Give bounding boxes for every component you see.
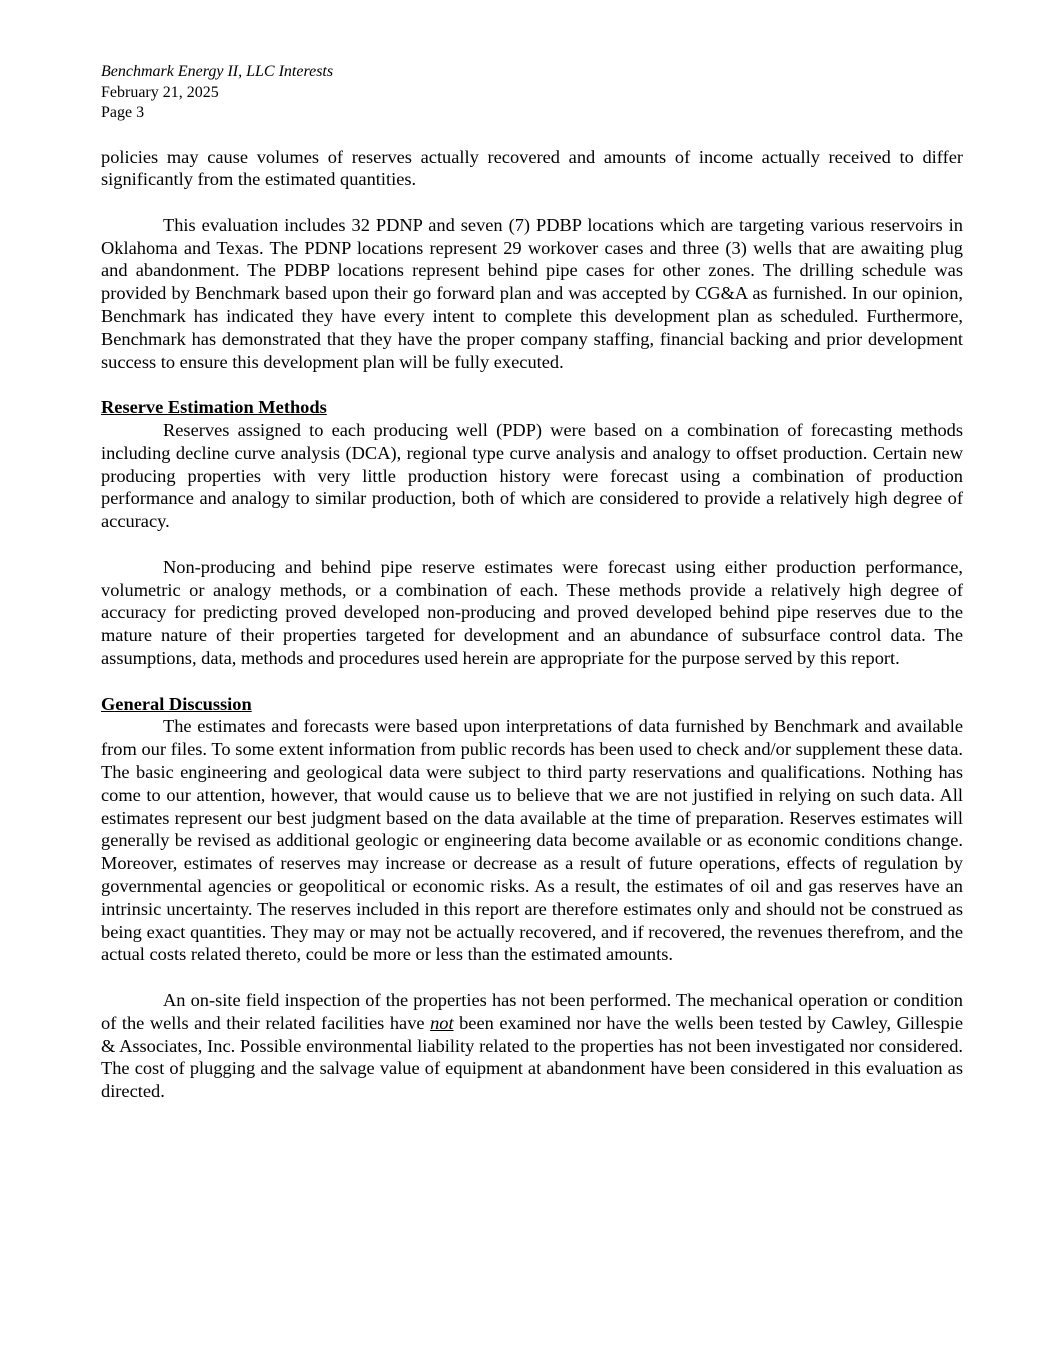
general-discussion-section — [101, 693, 963, 1103]
general-paragraph-2-end: been examined nor have the wells been tested by Cawley, Gillespie & Associates, Inc. Possible environmental liability related to the properties has not been investigated nor considered. The cost of plugging and the salvage value of equipment at abandonment have been considered in this evaluation as directed. — [101, 1012, 964, 1102]
document-page — [101, 62, 963, 1103]
header-page-number: Page 3 — [101, 104, 145, 121]
emphasis-not: not — [430, 1012, 454, 1033]
letter-header — [101, 62, 963, 124]
reserve-paragraph-1: Reserves assigned to each producing well (PDP) were based on a combination of forecasting methods including decline curve analysis (DCA), regional type curve analysis and analogy to offset production. Certain new producing properties with very little production history were forecast using a combination of production performance and analogy to similar production, both of which are considered to provide a relatively high degree of accuracy. — [101, 420, 963, 532]
general-paragraph-2-start: An on-site field inspection of the properties has not been performed. The mechanical operation or condition of the wells and their related facilities have — [101, 989, 963, 1033]
header-company: Benchmark Energy II, LLC Interests — [101, 63, 334, 80]
reserve-estimation-section — [101, 396, 963, 670]
section-heading-general-discussion: General Discussion — [101, 693, 252, 714]
evaluation-paragraph: This evaluation includes 32 PDNP and seven (7) PDBP locations which are targeting various reservoirs in Oklahoma and Texas. The PDNP locations represent 29 workover cases and three (3) wells that are awaiting plug and abandonment. The PDBP locations represent behind pipe cases for other zones. The drilling schedule was provided by Benchmark based upon their go forward plan and was accepted by CG&A as furnished. In our opinion, Benchmark has indicated they have every intent to complete this development plan as scheduled. Furthermore, Benchmark has demonstrated that they have the proper company staffing, financial backing and prior development success to ensure this development plan will be fully executed. — [101, 214, 963, 372]
reserve-paragraph-2: Non-producing and behind pipe reserve estimates were forecast using either production performance, volumetric or analogy methods, or a combination of each. These methods provide a relatively high degree of accuracy for predicting proved developed non-producing and proved developed behind pipe reserves due to the mature nature of their properties targeted for development and an abundance of subsurface control data. The assumptions, data, methods and procedures used herein are appropriate for the purpose served by this report. — [101, 556, 963, 669]
header-date: February 21, 2025 — [101, 83, 219, 101]
continued-paragraph: policies may cause volumes of reserves actually recovered and amounts of income actually received to differ significantly from the estimated quantities. — [101, 146, 963, 190]
general-paragraph-2 — [101, 989, 963, 1103]
general-paragraph-1: The estimates and forecasts were based upon interpretations of data furnished by Benchmark and available from our files. To some extent information from public records has been used to check and/or supplement these data. The basic engineering and geological data were subject to third party reservations and qualifications. Nothing has come to our attention, however, that would cause us to believe that we are not justified in relying on such data. All estimates represent our best judgment based on the data available at the time of preparation. Reserves estimates will generally be revised as additional geologic or engineering data become available or as economic conditions change. Moreover, estimates of reserves may increase or decrease as a result of future operations, effects of regulation by governmental agencies or geopolitical or economic risks. As a result, the estimates of oil and gas reserves have an intrinsic uncertainty. The reserves included in this report are therefore estimates only and should not be construed as being exact quantities. They may or may not be actually recovered, and if recovered, the revenues therefrom, and the actual costs related thereto, could be more or less than the estimated amounts. — [101, 716, 963, 965]
section-heading-reserve-methods: Reserve Estimation Methods — [101, 397, 327, 418]
